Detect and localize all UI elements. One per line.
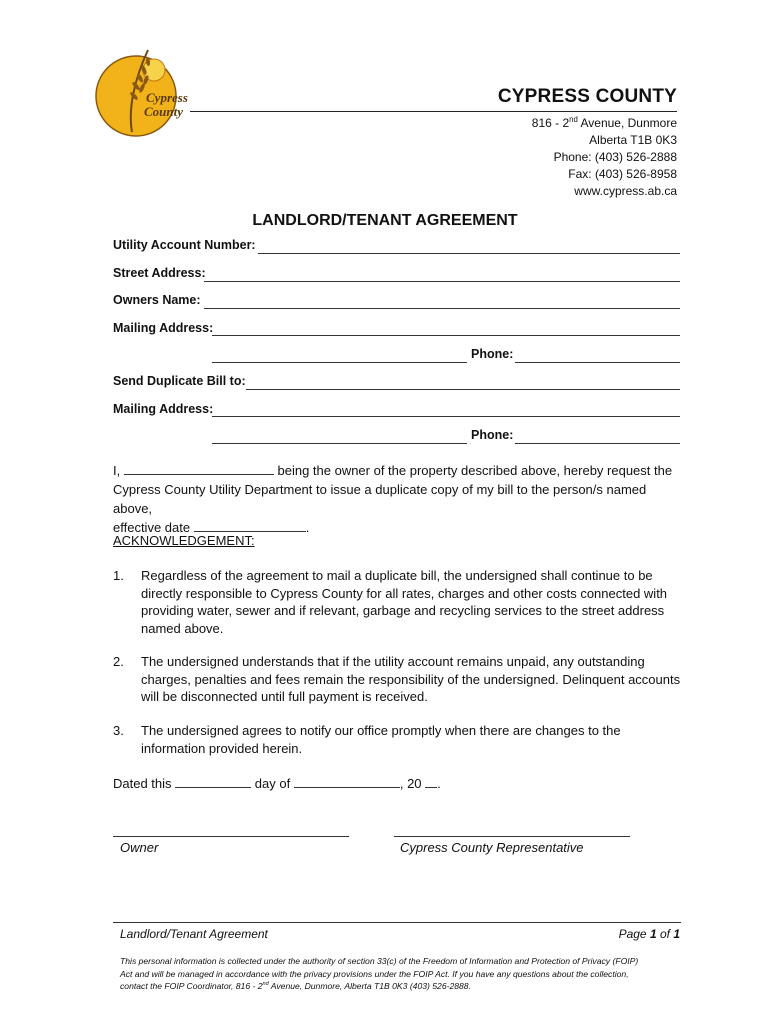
owner-name-blank[interactable] [124,462,274,475]
request-line-1: I, being the owner of the property described above, hereby request the [113,463,673,478]
street-address-label: Street Address: [113,266,206,280]
send-duplicate-field[interactable] [246,389,680,390]
rep-signature-label: Cypress County Representative [400,840,584,855]
rep-signature-line[interactable] [394,836,630,837]
website: www.cypress.ab.ca [574,184,677,198]
header-rule [190,111,677,112]
dated-line: Dated this day of , 20 . [113,776,441,791]
phone-field[interactable] [515,362,680,363]
mailing-address-2-field-2[interactable] [212,443,467,444]
mailing-address-field-2[interactable] [212,362,467,363]
mailing-address-2-label: Mailing Address: [113,402,214,416]
ack-item-1: 1. Regardless of the agreement to mail a duplicate bill, the undersigned shall continue to be directly responsible to Cypress County for all rates, charges and other costs connected with providing water, sewer and if relevant, garbage and recycling services to the street address named above. [113,568,668,636]
logo-text-county: County [144,104,184,119]
effective-date-blank[interactable] [194,519,306,532]
request-line-3: effective date . [113,520,310,535]
day-blank[interactable] [175,775,251,788]
request-line-2: Cypress County Utility Department to issue a duplicate copy of my bill to the person/s named above, [113,482,647,516]
logo-graphic [88,40,188,140]
street-address-field[interactable] [204,281,680,282]
footer-doc-name: Landlord/Tenant Agreement [120,927,268,941]
phone-label: Phone: [471,347,514,361]
send-duplicate-label: Send Duplicate Bill to: [113,374,246,388]
phone-2-label: Phone: [471,428,514,442]
footer-page-number: Page 1 of 1 [618,927,680,941]
owners-name-label: Owners Name: [113,293,201,307]
privacy-notice: This personal information is collected under the authority of section 33(c) of the Freedom of Information and Protection of Privacy (FOIP) Act and will be managed in accordance with the privacy provisions under the FOIP Act. If you have any questions about the collection, contact the FOIP Coordinator, 816 - 2nd Avenue, Dunmore, Alberta T1B 0K3 (403) 526-2888. [120,956,639,991]
month-blank[interactable] [294,775,400,788]
request-paragraph [113,461,683,537]
owners-name-field[interactable] [204,308,680,309]
mailing-address-2-field[interactable] [212,416,680,417]
acknowledgement-heading: ACKNOWLEDGEMENT: [113,533,255,548]
phone-number: Phone: (403) 526-2888 [553,150,677,164]
cypress-county-logo [88,40,188,140]
address-line-2: Alberta T1B 0K3 [589,133,677,147]
ack-item-3: 3. The undersigned agrees to notify our office promptly when there are changes to the information provided herein. [113,723,621,756]
logo-text-cypress: Cypress [146,90,188,105]
utility-account-label: Utility Account Number: [113,238,256,252]
county-address-block [532,115,677,200]
ack-item-2: 2. The undersigned understands that if the utility account remains unpaid, any outstanding charges, penalties and fees remain the responsibility of the undersigned. Delinquent accounts will be disconnected until full payment is received. [113,654,681,704]
owner-signature-line[interactable] [113,836,349,837]
form-title: LANDLORD/TENANT AGREEMENT [252,212,518,229]
county-name: CYPRESS COUNTY [497,86,677,107]
mailing-address-label: Mailing Address: [113,321,214,335]
year-blank[interactable] [425,775,437,788]
utility-account-field[interactable] [258,253,680,254]
fax-number: Fax: (403) 526-8958 [568,167,677,181]
phone-2-field[interactable] [515,443,680,444]
address-line-1: 816 - 2nd Avenue, Dunmore [531,115,677,130]
footer-rule [113,922,681,923]
owner-signature-label: Owner [120,840,159,855]
mailing-address-field[interactable] [212,335,680,336]
